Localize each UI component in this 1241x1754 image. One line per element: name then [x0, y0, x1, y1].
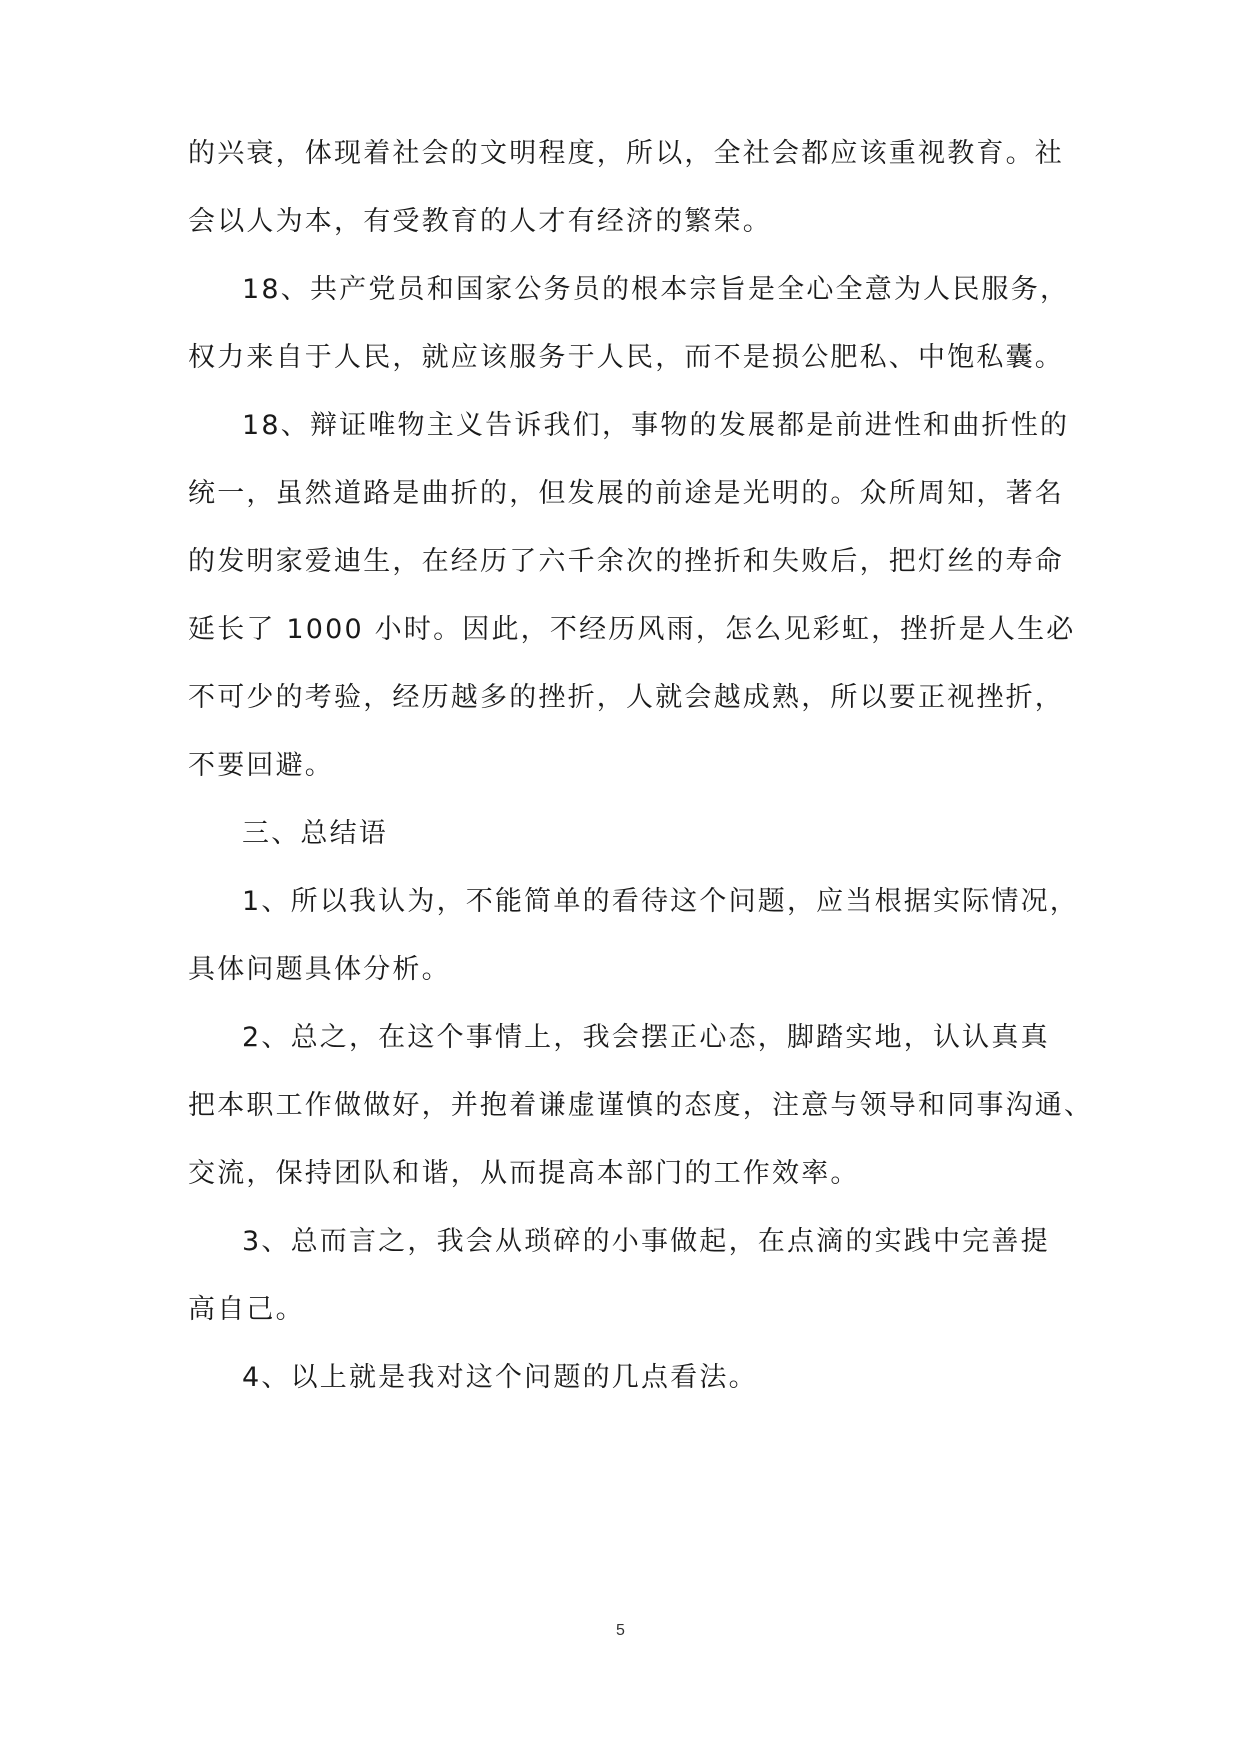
- paragraph-line: 具体问题具体分析。: [188, 954, 451, 985]
- paragraph-line: 4、以上就是我对这个问题的几点看法。: [242, 1362, 758, 1393]
- paragraph-line: 18、辩证唯物主义告诉我们，事物的发展都是前进性和曲折性的: [242, 410, 1070, 441]
- paragraph-line: 18、共产党员和国家公务员的根本宗旨是全心全意为人民服务，: [242, 274, 1070, 305]
- paragraph-line: 3、总而言之，我会从琐碎的小事做起，在点滴的实践中完善提: [242, 1226, 1050, 1257]
- paragraph-line: 会以人为本，有受教育的人才有经济的繁荣。: [188, 206, 772, 237]
- paragraph-line: 延长了 1000 小时。因此，不经历风雨，怎么见彩虹，挫折是人生必: [188, 614, 1076, 645]
- paragraph-line: 不要回避。: [188, 750, 334, 781]
- section-heading: 三、总结语: [242, 818, 388, 849]
- paragraph-line: 权力来自于人民，就应该服务于人民，而不是损公肥私、中饱私囊。: [188, 342, 1064, 373]
- paragraph-line: 把本职工作做做好，并抱着谦虚谨慎的态度，注意与领导和同事沟通、: [188, 1090, 1094, 1121]
- paragraph-line: 交流，保持团队和谐，从而提高本部门的工作效率。: [188, 1158, 860, 1189]
- paragraph-line: 的兴衰，体现着社会的文明程度，所以，全社会都应该重视教育。社: [188, 138, 1064, 169]
- paragraph-line: 1、所以我认为，不能简单的看待这个问题，应当根据实际情况，: [242, 886, 1079, 917]
- paragraph-line: 2、总之，在这个事情上，我会摆正心态，脚踏实地，认认真真: [242, 1022, 1050, 1053]
- paragraph-line: 的发明家爱迪生，在经历了六千余次的挫折和失败后，把灯丝的寿命: [188, 546, 1064, 577]
- page-number: 5: [616, 1622, 625, 1639]
- paragraph-line: 不可少的考验，经历越多的挫折，人就会越成熟，所以要正视挫折，: [188, 682, 1064, 713]
- paragraph-line: 统一，虽然道路是曲折的，但发展的前途是光明的。众所周知，著名: [188, 478, 1064, 509]
- paragraph-line: 高自己。: [188, 1294, 305, 1325]
